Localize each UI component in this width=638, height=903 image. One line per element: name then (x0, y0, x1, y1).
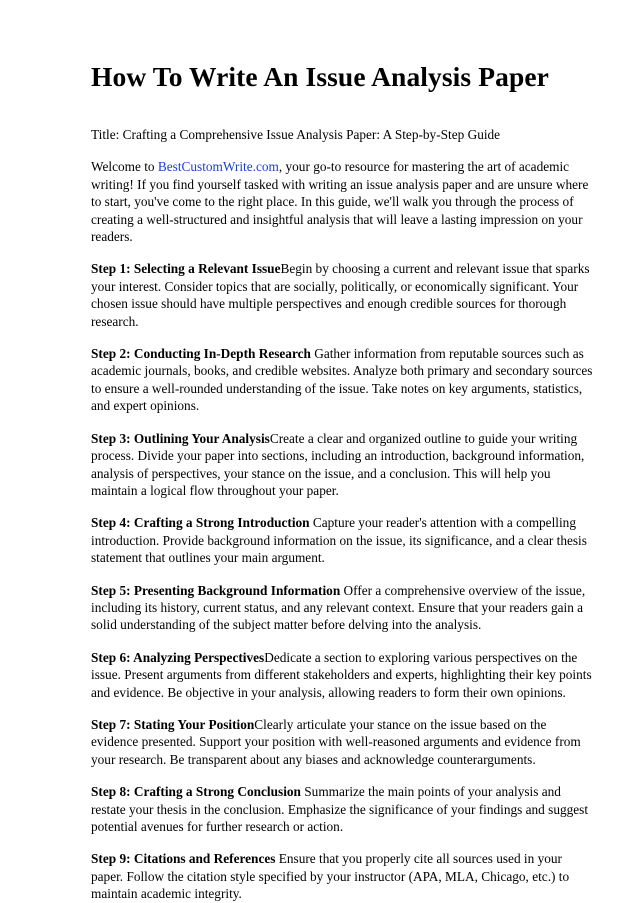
step-paragraph-9 (91, 850, 594, 902)
intro-text-after-link: , your go-to resource for mastering the art of academic writing! If you find yourself tasked with writing an issue analysis paper and are unsure where to start, you've come to the right place. In this guide, we'll walk you through the process of creating a well-structured and insightful analysis that will leave a lasting impression on your readers. (91, 159, 589, 245)
step-body-4: Capture your reader's attention with a compelling introduction. Provide background information on the issue, its significance, and a clear thesis statement that outlines your main argument. (91, 515, 587, 566)
step-paragraph-6 (91, 649, 594, 701)
step-title-7: Step 7: Stating Your Position (91, 716, 255, 732)
document-subtitle: Title: Crafting a Comprehensive Issue Analysis Paper: A Step-by-Step Guide (91, 127, 501, 142)
step-body-3: Create a clear and organized outline to guide your writing process. Divide your paper into sections, including an introduction, background information, analysis of perspectives, your stance on the issue, and a conclusion. This will help you maintain a logical flow throughout your paper. (91, 430, 585, 498)
bestcustomwrite-link[interactable]: BestCustomWrite.com (157, 159, 279, 175)
step-paragraph-2 (91, 345, 594, 415)
step-paragraph-7 (91, 716, 594, 768)
step-paragraph-4 (91, 514, 594, 566)
step-body-8: Summarize the main points of your analysis and restate your thesis in the conclusion. Emphasize the significance of your findings and suggest potential avenues for further research or action. (91, 784, 589, 834)
step-body-1: Begin by choosing a current and relevant issue that sparks your interest. Consider topics that are socially, politically, or economically significant. Your chosen issue should have multiple perspectives and enough credible sources for thorough research. (91, 261, 590, 329)
step-paragraph-8 (91, 783, 594, 835)
step-title-8: Step 8: Crafting a Strong Conclusion (91, 784, 301, 800)
intro-text-before-link: Welcome to (91, 159, 158, 175)
step-title-1: Step 1: Selecting a Relevant Issue (91, 261, 281, 277)
step-title-9: Step 9: Citations and References (91, 851, 276, 867)
intro-paragraph (91, 158, 594, 245)
step-body-6: Dedicate a section to exploring various perspectives on the issue. Present arguments from different stakeholders and experts, highlighting their key points and evidence. Be objective in your analysis, allowing readers to form their own opinions. (91, 649, 592, 700)
step-title-5: Step 5: Presenting Background Information (91, 582, 341, 598)
step-body-9: Ensure that you properly cite all sources used in your paper. Follow the citation style specified by your instructor (APA, MLA, Chicago, etc.) to maintain academic integrity. (91, 851, 570, 902)
step-title-4: Step 4: Crafting a Strong Introduction (91, 515, 310, 531)
step-body-5: Offer a comprehensive overview of the issue, including its history, current status, and any relevant context. Ensure that your readers gain a solid understanding of the subject matter before delving into the analysis. (91, 582, 586, 633)
step-body-7: Clearly articulate your stance on the issue based on the evidence presented. Support your position with well-reasoned arguments and evidence from your research. Be transparent about any biases and acknowledge counterarguments. (91, 716, 581, 767)
document-heading: How To Write An Issue Analysis Paper (91, 61, 549, 92)
step-paragraph-1 (91, 260, 594, 330)
step-paragraph-3 (91, 430, 594, 500)
step-title-3: Step 3: Outlining Your Analysis (91, 430, 270, 446)
step-title-2: Step 2: Conducting In-Depth Research (91, 346, 311, 362)
step-paragraph-5 (91, 582, 594, 634)
step-title-6: Step 6: Analyzing Perspectives (91, 649, 265, 665)
step-body-2: Gather information from reputable sources such as academic journals, books, and credible websites. Analyze both primary and secondary sources to ensure a well-rounded understanding of the issue. Take notes on key arguments, statistics, and expert opinions. (91, 346, 593, 414)
